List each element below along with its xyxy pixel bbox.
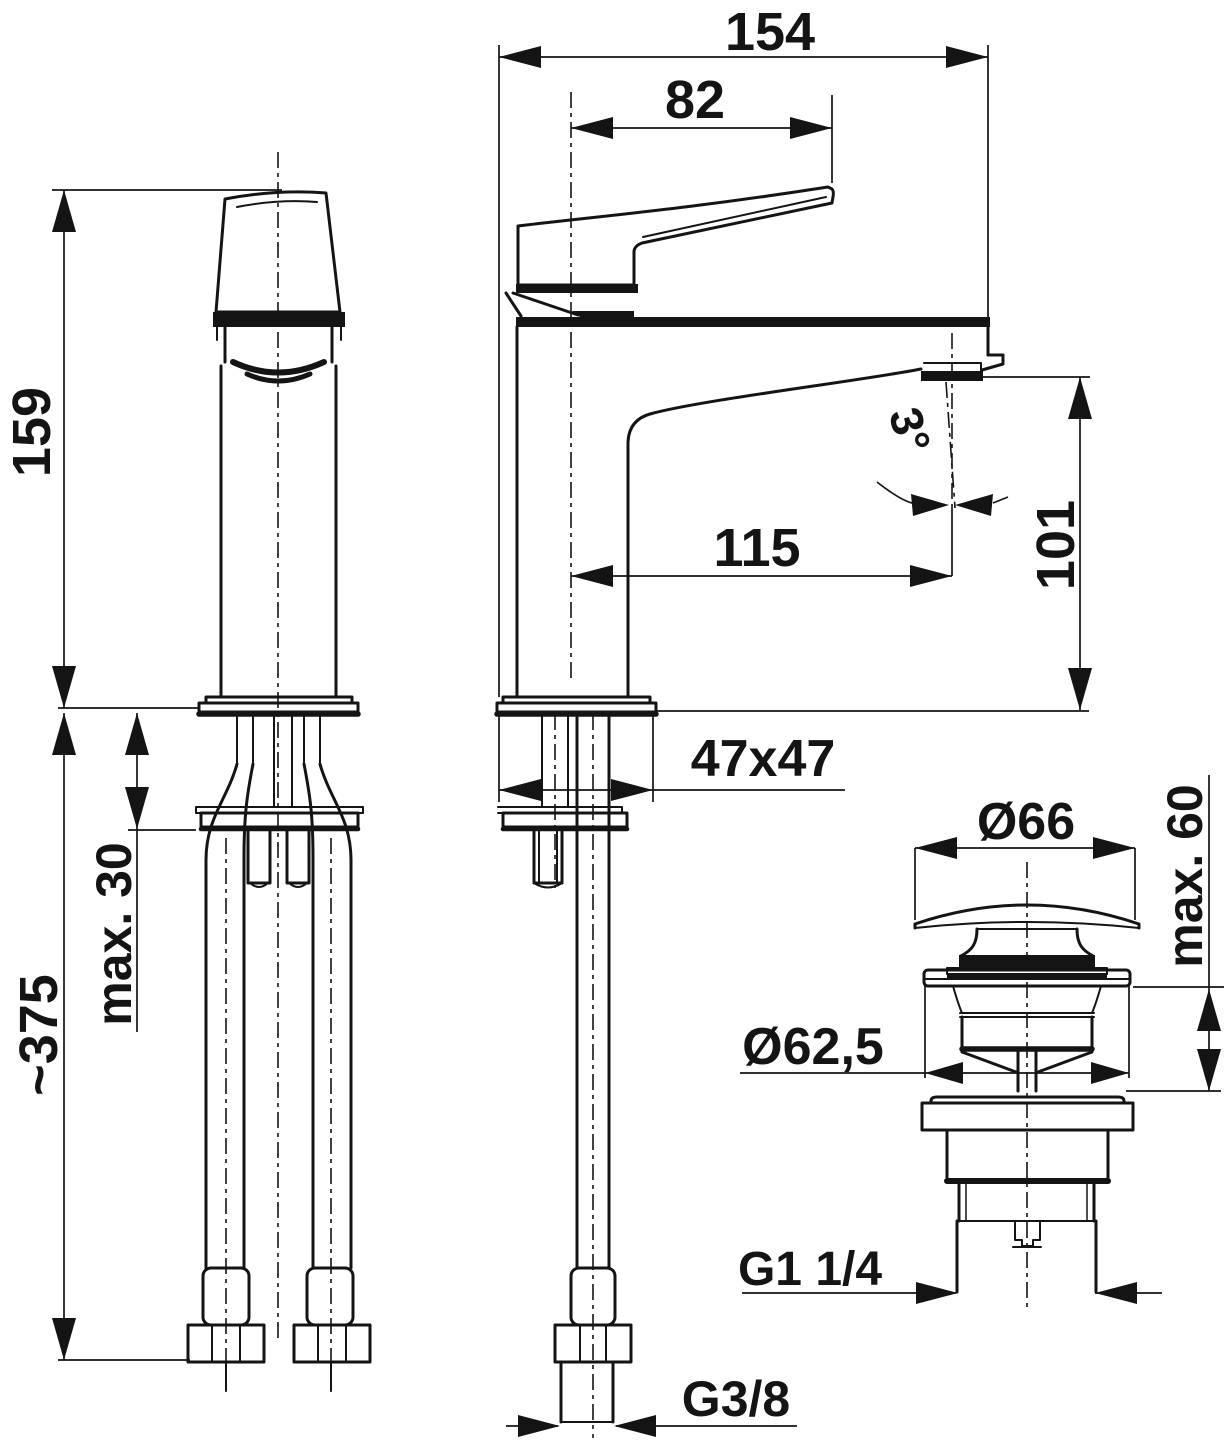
handle-wedge-lines bbox=[506, 293, 578, 316]
hose-right-front bbox=[304, 764, 351, 1268]
waste-view bbox=[915, 862, 1139, 1312]
dimension-dia625-label: Ø62,5 bbox=[742, 1018, 884, 1076]
spout-tip-lip bbox=[982, 355, 1003, 370]
dimension-159-label: 159 bbox=[2, 386, 62, 478]
dimension-47x47 bbox=[499, 713, 845, 802]
dimension-154-label: 154 bbox=[724, 2, 816, 62]
base-plate-side bbox=[497, 703, 656, 712]
aerator-side bbox=[921, 371, 983, 381]
dimension-101-label: 101 bbox=[1026, 499, 1086, 591]
mounting-washer-front bbox=[201, 813, 358, 827]
dimension-g38 bbox=[506, 1371, 797, 1437]
dimension-g114 bbox=[738, 1243, 1162, 1304]
handle-shadow bbox=[572, 311, 634, 317]
dimension-max30 bbox=[86, 713, 196, 1032]
front-view bbox=[188, 152, 370, 1392]
dimension-dia66 bbox=[915, 793, 1135, 920]
hose-end-tube bbox=[561, 1362, 613, 1422]
body-top-band-side bbox=[516, 317, 990, 327]
lever-handle-side bbox=[518, 187, 833, 285]
dimension-dia66-label: Ø66 bbox=[976, 793, 1076, 851]
thread-g114-label: G1 1/4 bbox=[737, 1243, 883, 1296]
dimension-47x47-label: 47x47 bbox=[690, 730, 836, 788]
dimension-max60-label: max. 60 bbox=[1157, 784, 1213, 968]
handle-front-top-edge bbox=[237, 201, 317, 207]
handle-body-gap bbox=[516, 284, 638, 293]
waste-seal-band bbox=[959, 955, 1095, 968]
mounting-stud-front bbox=[274, 714, 292, 806]
dimension-115-label: 115 bbox=[713, 518, 801, 578]
hose-left-front bbox=[206, 764, 253, 1268]
dimension-angle-label: 3° bbox=[878, 401, 942, 459]
hose-crimp-right bbox=[307, 1268, 353, 1325]
dimension-max30-label: max. 30 bbox=[86, 842, 142, 1026]
spout-neck-outer-front bbox=[217, 327, 341, 340]
hose-nut-stubs bbox=[226, 1362, 331, 1390]
dimension-375 bbox=[9, 713, 190, 1360]
dimension-dia625 bbox=[740, 986, 1129, 1084]
hose-nut-right-facets bbox=[318, 1325, 346, 1362]
dimension-82-label: 82 bbox=[664, 70, 726, 130]
thread-g38-label: G3/8 bbox=[681, 1371, 791, 1427]
dimension-375-label: ~375 bbox=[9, 974, 69, 1096]
dimension-82 bbox=[571, 70, 832, 183]
dimension-angle-3deg bbox=[877, 402, 1008, 516]
dimension-159 bbox=[2, 190, 282, 708]
outlet-axis-tilted bbox=[946, 382, 955, 508]
hose-nut-right bbox=[294, 1325, 370, 1362]
body-top-band-front bbox=[213, 312, 345, 327]
lever-handle-inner-edge bbox=[643, 197, 826, 237]
dimension-154 bbox=[499, 2, 988, 697]
dimension-max60 bbox=[1126, 775, 1224, 1091]
